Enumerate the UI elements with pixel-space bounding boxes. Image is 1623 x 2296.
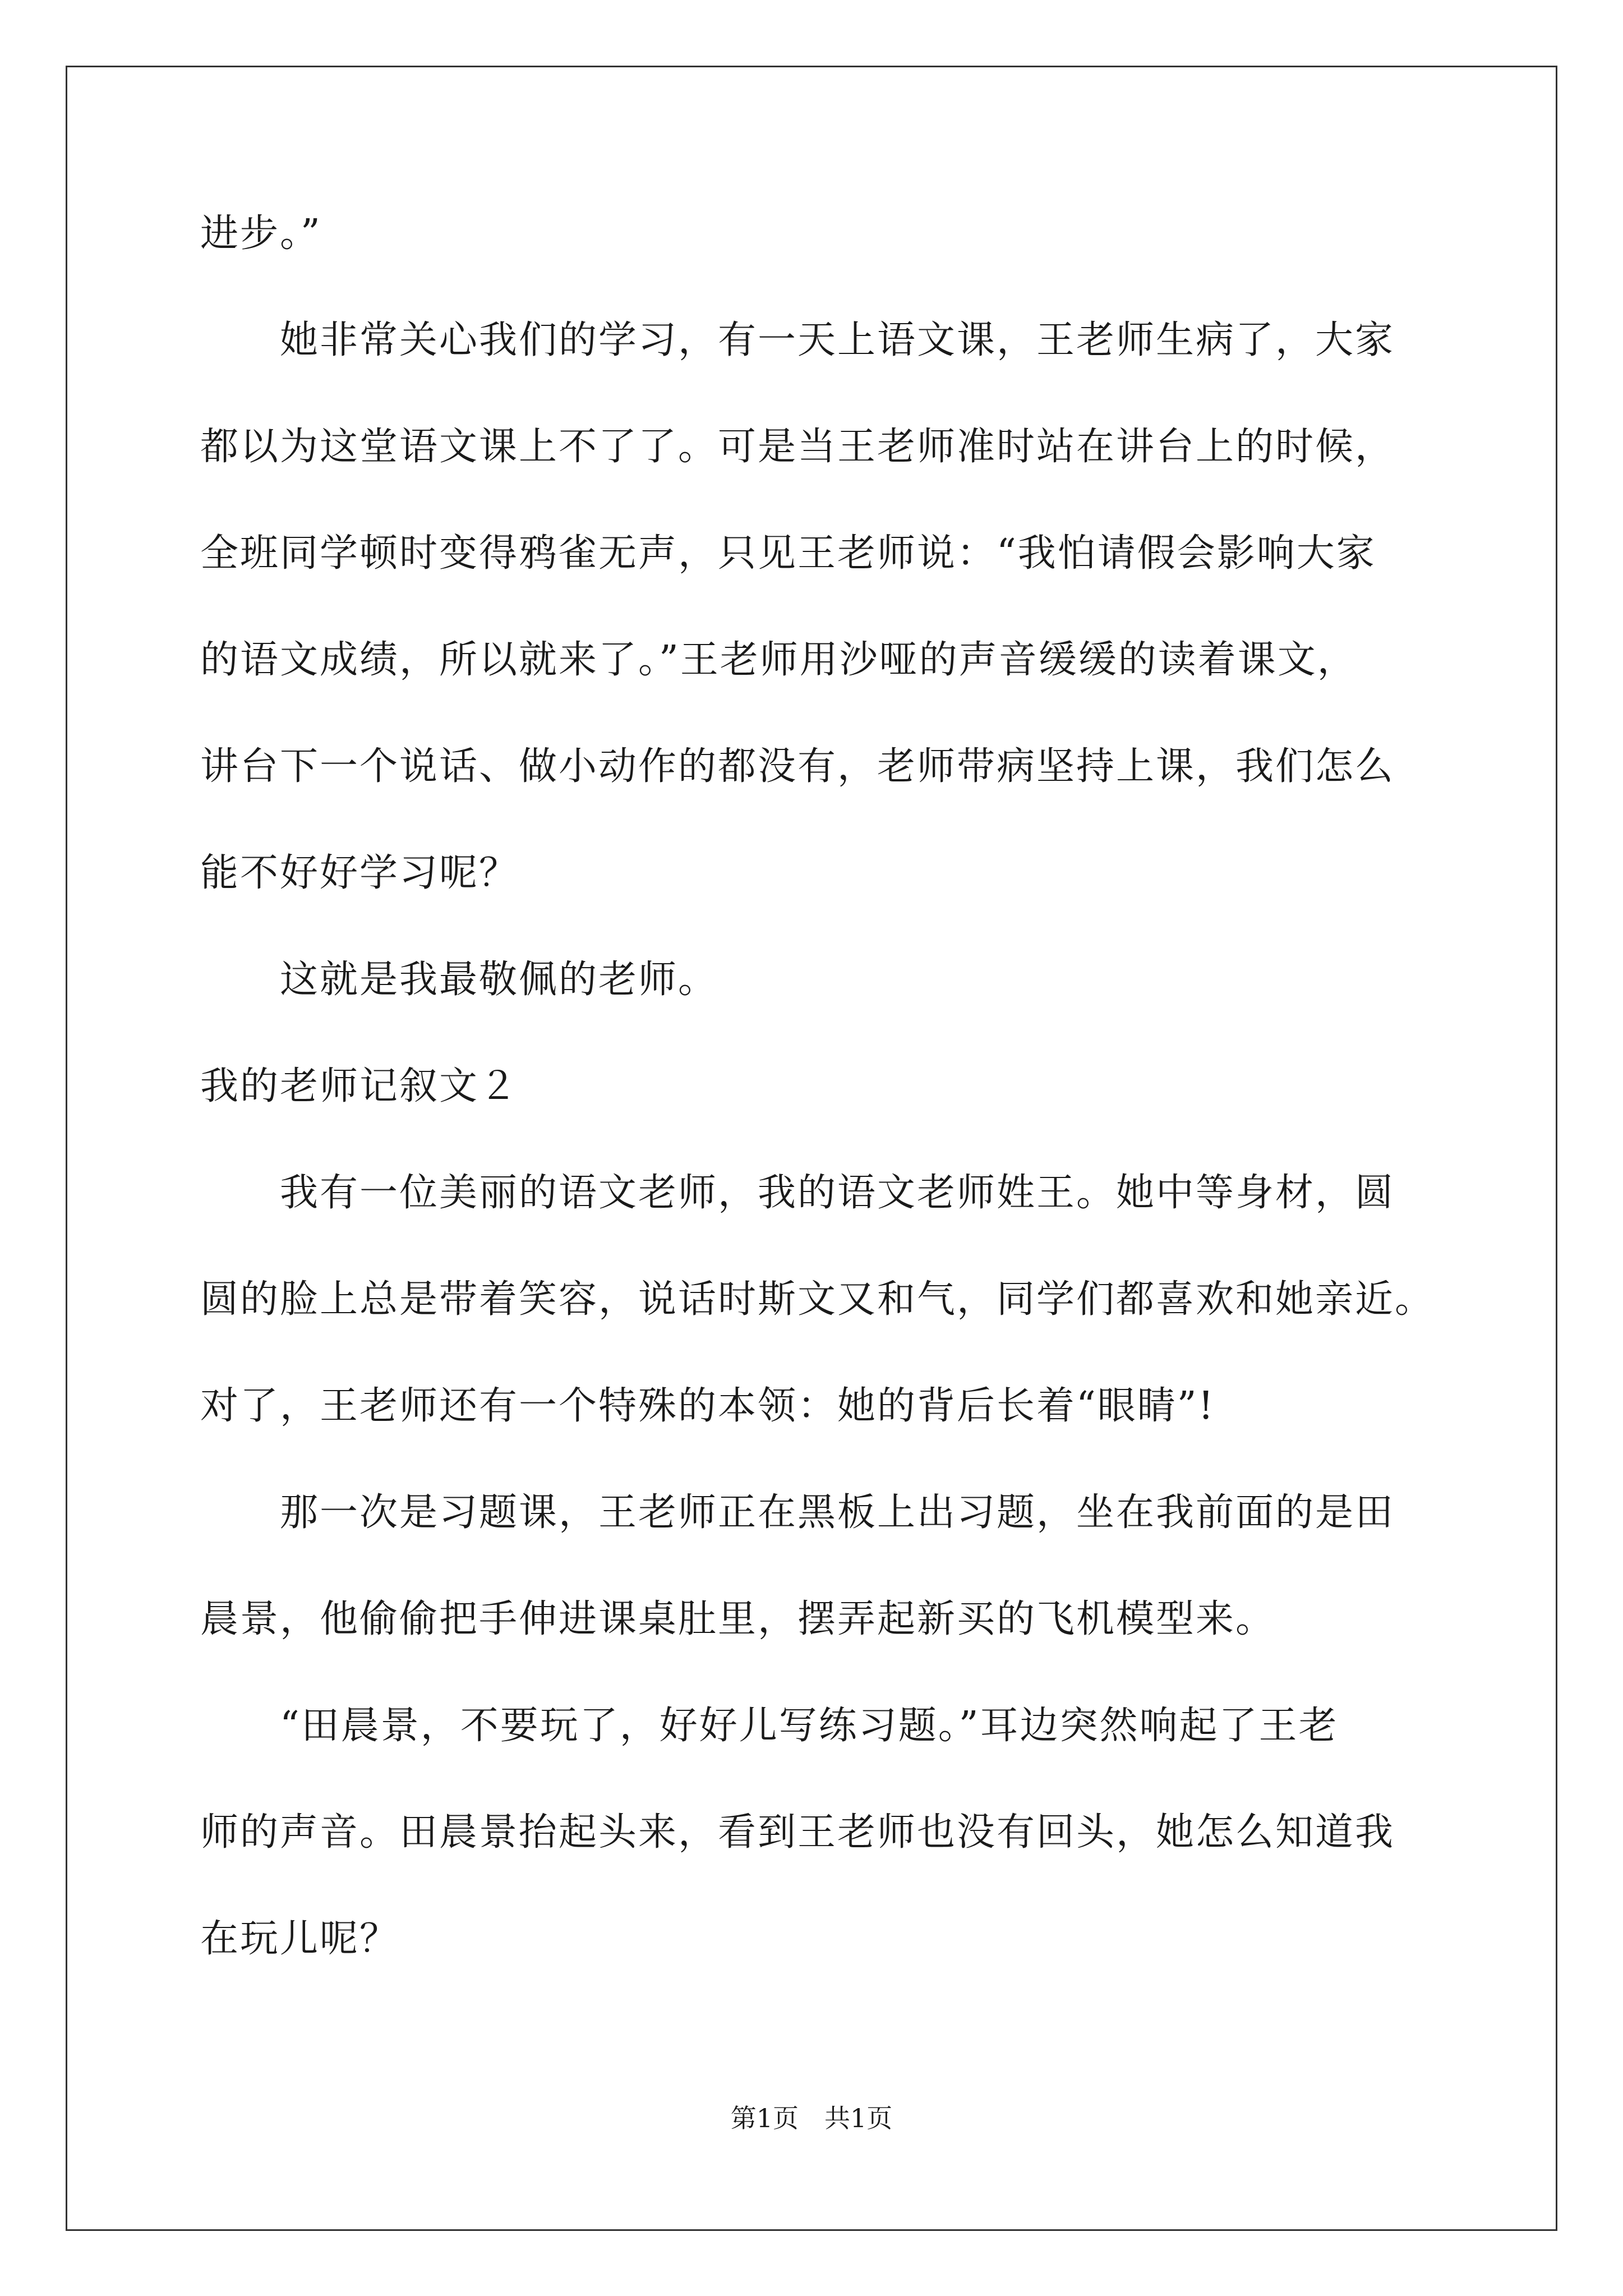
page-number-footer: 第1页 共1页 — [730, 2103, 893, 2133]
text-line-12: 对了，王老师还有一个特殊的本领：她的背后长着“眼睛”! — [200, 1384, 1215, 1428]
text-line-3: 都以为这堂语文课上不了了。可是当王老师准时站在讲台上的时候， — [200, 425, 1395, 469]
text-line-1: 进步。” — [200, 211, 322, 256]
page-frame — [66, 66, 1557, 2231]
text-line-17: 在玩儿呢？ — [200, 1917, 400, 1961]
text-line-4: 全班同学顿时变得鸦雀无声，只见王老师说：“我怕请假会影响大家 — [200, 531, 1376, 576]
text-line-14: 晨景，他偷偷把手伸进课桌肚里，摆弄起新买的飞机模型来。 — [200, 1597, 1276, 1641]
text-line-7: 能不好好学习呢？ — [200, 851, 519, 895]
text-line-15: “田晨景，不要玩了，好好儿写练习题。”耳边突然响起了王老 — [200, 1704, 1339, 1748]
text-line-16: 师的声音。田晨景抬起头来，看到王老师也没有回头，她怎么知道我 — [200, 1810, 1395, 1855]
text-line-5: 的语文成绩，所以就来了。”王老师用沙哑的声音缓缓的读着课文， — [200, 638, 1357, 682]
section-heading: 我的老师记叙文２ — [200, 1064, 519, 1108]
text-line-6: 讲台下一个说话、做小动作的都没有，老师带病坚持上课，我们怎么 — [200, 744, 1395, 789]
text-line-10: 我有一位美丽的语文老师，我的语文老师姓王。她中等身材，圆 — [200, 1171, 1395, 1215]
text-line-11: 圆的脸上总是带着笑容，说话时斯文又和气，同学们都喜欢和她亲近。 — [200, 1277, 1435, 1322]
text-line-8: 这就是我最敬佩的老师。 — [200, 958, 718, 1002]
text-line-13: 那一次是习题课，王老师正在黑板上出习题，坐在我前面的是田 — [200, 1490, 1395, 1535]
text-line-2: 她非常关心我们的学习，有一天上语文课，王老师生病了，大家 — [200, 318, 1395, 362]
